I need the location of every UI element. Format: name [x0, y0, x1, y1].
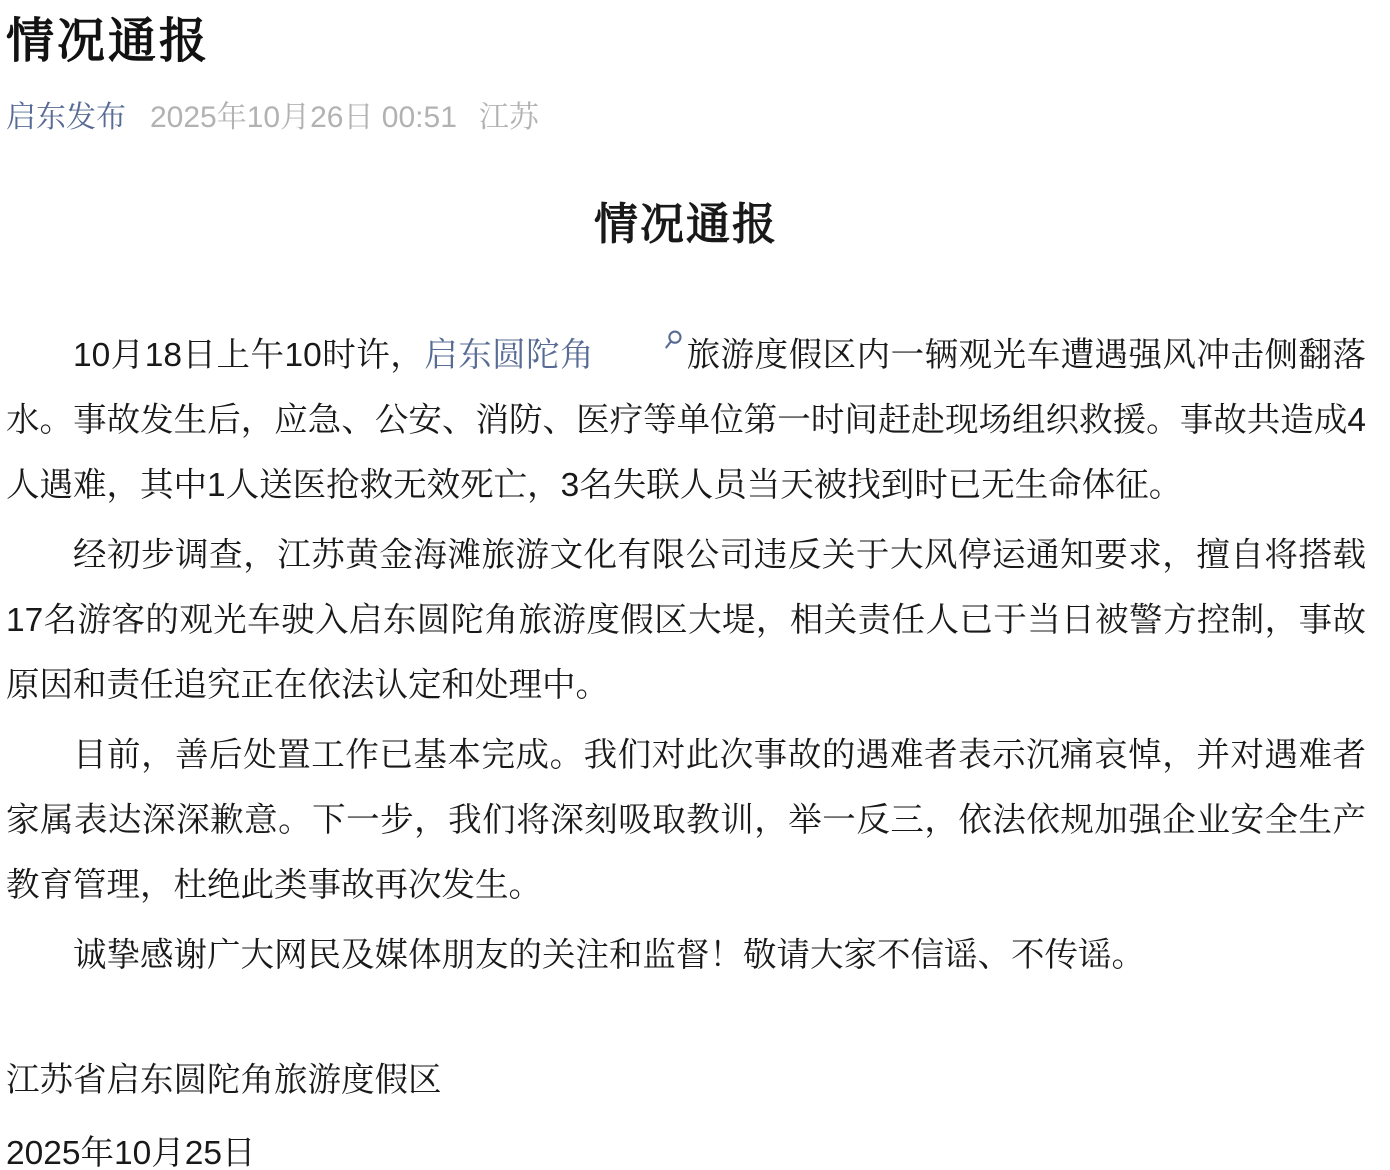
paragraph-3: 目前，善后处置工作已基本完成。我们对此次事故的遇难者表示沉痛哀悼，并对遇难者家属表达深深歉意。下一步，我们将深刻吸取教训，举一反三，依法依规加强企业安全生产教育管理，杜绝此类事故再次发生。 — [6, 737, 1366, 904]
paragraph-1 — [6, 309, 1366, 518]
paragraph-1-text-before: 10月18日上午10时许， — [73, 337, 425, 374]
signature-date: 2025年10月25日 — [6, 1135, 256, 1170]
paragraph-4: 诚挚感谢广大网民及媒体朋友的关注和监督！敬请大家不信谣、不传谣。 — [73, 937, 1145, 974]
page-title: 情况通报 — [6, 15, 211, 68]
publish-location: 江苏 — [478, 101, 539, 134]
paragraph-2: 经初步调查，江苏黄金海滩旅游文化有限公司违反关于大风停运通知要求，擅自将搭载17名游客的观光车驶入启东圆陀角旅游度假区大堤，相关责任人已于当日被警方控制，事故原因和责任追究正在依法认定和处理中。 — [6, 537, 1366, 704]
place-search-link[interactable]: 启东圆陀角 — [424, 337, 595, 374]
search-icon[interactable] — [595, 309, 685, 374]
publish-datetime: 2025年10月26日 00:51 — [150, 101, 457, 134]
article-meta — [6, 97, 1366, 139]
paragraph-1-text-after: 旅游度假区内一辆观光车遭遇强风冲击侧翻落水。事故发生后，应急、公安、消防、医疗等单位第一时间赶赴现场组织救援。事故共造成4人遇难，其中1人送医抢救无效死亡，3名失联人员当天被找到时已无生命体征。 — [6, 337, 1367, 504]
signature: 江苏省启东圆陀角旅游度假区 — [6, 1062, 442, 1099]
article-body — [6, 309, 1366, 1170]
document-heading: 情况通报 — [594, 200, 778, 249]
account-name-link[interactable]: 启东发布 — [6, 101, 126, 134]
